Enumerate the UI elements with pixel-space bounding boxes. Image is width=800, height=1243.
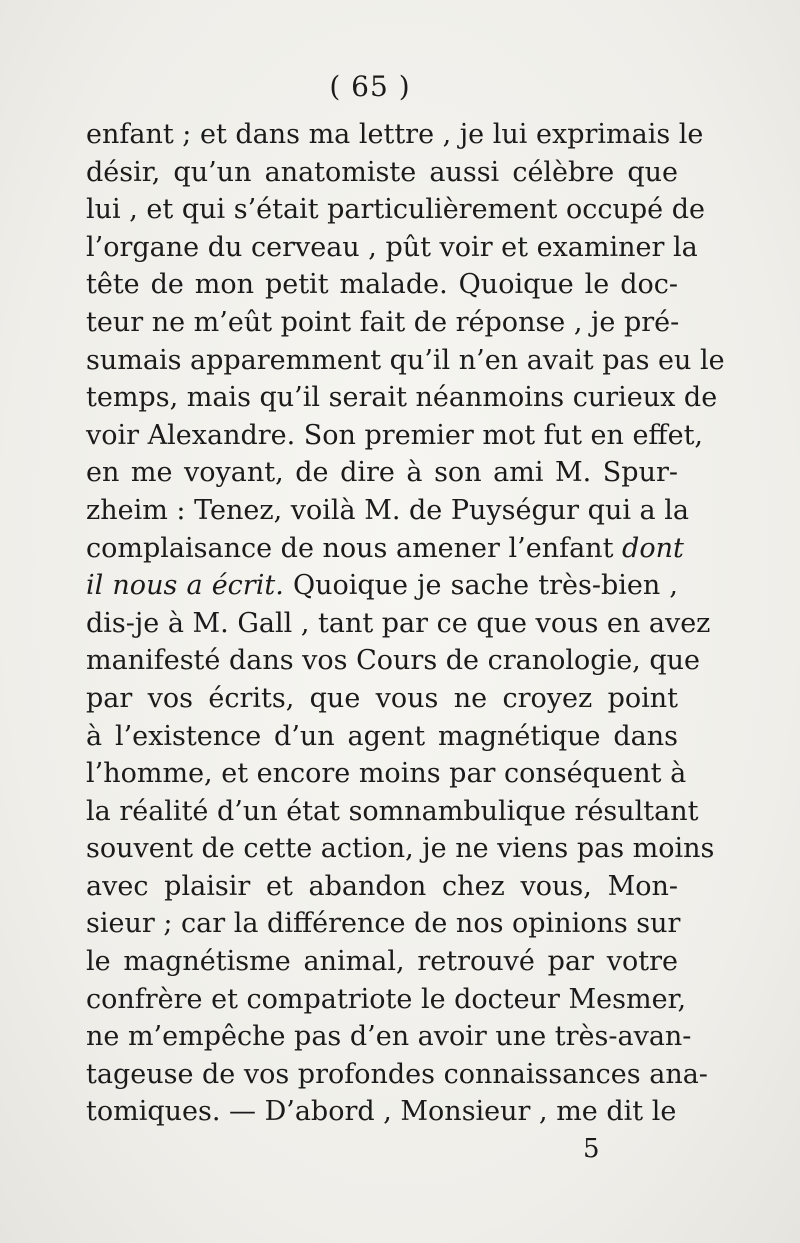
text-line: tageuse de vos profondes connaissances ana- [86,1058,708,1090]
text-line: à l’existence d’un agent magnétique dans [86,720,678,752]
text-line: par vos écrits, que vous ne croyez point [86,682,678,714]
text-line: temps, mais qu’il serait néanmoins curieux de [86,382,718,414]
text-line: teur ne m’eût point fait de réponse , je pré- [86,306,680,338]
text-line: l’homme, et encore moins par conséquent à [86,758,687,790]
text-line: tête de mon petit malade. Quoique le doc- [86,269,678,301]
signature-mark: 5 [583,1134,600,1164]
text-line: sieur ; car la différence de nos opinions sur [86,908,681,940]
text-line: souvent de cette action, je ne viens pas moins [86,833,715,865]
text-line: sumais apparemment qu’il n’en avait pas eu le [86,344,725,376]
text-line: l’organe du cerveau , pût voir et examiner la [86,231,698,263]
text-line: confrère et compatriote le docteur Mesmer, [86,983,687,1015]
text-line: tomiques. — D’abord , Monsieur , me dit le [86,1096,677,1128]
text-line: voir Alexandre. Son premier mot fut en effet, [86,419,704,451]
text-line: ne m’empêche pas d’en avoir une très-avan- [86,1021,692,1053]
text-italic: il nous a écrit. [86,570,284,602]
text-line: manifesté dans vos Cours de cranologie, que [86,645,700,677]
body-text [86,116,725,1131]
text-italic: dont [622,532,684,564]
text-line: dis-je à M. Gall , tant par ce que vous en avez [86,607,711,639]
text-roman: Quoique je sache très-bien , [292,570,678,602]
text-roman: complaisance de nous amener l’enfant [86,532,614,564]
text-line: désir, qu’un anatomiste aussi célèbre que [86,156,678,188]
text-line: lui , et qui s’était particulièrement occupé de [86,194,705,226]
text-line-mixed [86,530,684,568]
text-line: en me voyant, de dire à son ami M. Spur- [86,457,678,489]
text-line: zheim : Tenez, voilà M. de Puységur qui a la [86,494,689,526]
text-line-mixed [86,567,678,605]
text-line: avec plaisir et abandon chez vous, Mon- [86,870,678,902]
text-line: enfant ; et dans ma lettre , je lui exprimais le [86,119,704,150]
text-line: la réalité d’un état somnambulique résultant [86,795,699,827]
page-number: ( 65 ) [329,70,411,103]
text-line: le magnétisme animal, retrouvé par votre [86,946,678,978]
